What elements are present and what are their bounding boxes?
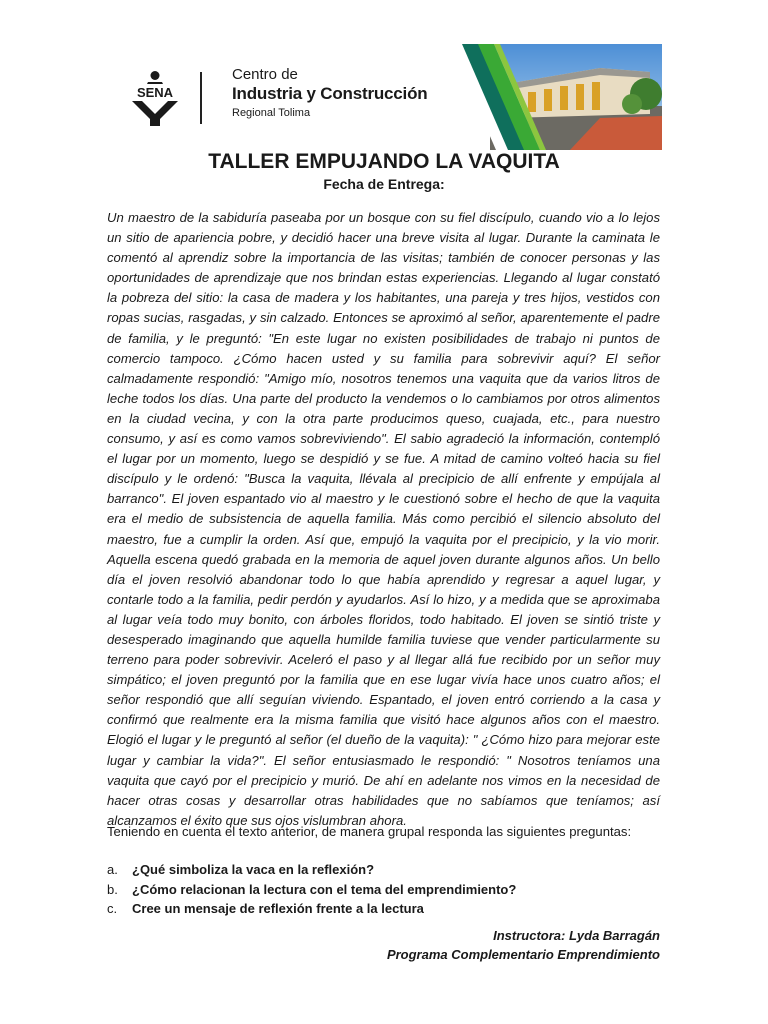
question-item [107, 860, 516, 880]
question-text: ¿Qué simboliza la vaca en la reflexión? [132, 862, 375, 877]
signature-block [387, 926, 660, 964]
question-item [107, 880, 516, 900]
question-text: ¿Cómo relacionan la lectura con el tema del emprendimiento? [132, 881, 517, 897]
instructor-name: Instructora: Lyda Barragán [493, 928, 660, 943]
header-divider [200, 72, 202, 124]
question-item [107, 899, 516, 919]
sena-logo-text: SENA [136, 85, 174, 100]
delivery-date-label: Fecha de Entrega: [323, 176, 445, 192]
document-header [0, 0, 768, 150]
question-text: Cree un mensaje de reflexión frente a la lectura [132, 901, 424, 916]
organization-name [232, 66, 427, 121]
building-photo [450, 44, 662, 150]
question-marker: b. [107, 881, 118, 897]
sena-logo [126, 70, 184, 126]
question-marker: a. [107, 862, 118, 877]
instructions-text: Teniendo en cuenta el texto anterior, de manera grupal responda las siguientes preguntas: [107, 824, 632, 839]
program-name: Programa Complementario Emprendimiento [386, 947, 660, 962]
page-title: TALLER EMPUJANDO LA VAQUITA [208, 150, 560, 173]
org-line-2: Industria y Construcción [232, 84, 428, 103]
questions-list [107, 860, 516, 919]
org-line-1: Centro de [232, 66, 298, 83]
question-marker: c. [107, 901, 118, 916]
org-line-3: Regional Tolima [232, 107, 311, 120]
story-text: Un maestro de la sabiduría paseaba por un bosque con su fiel discípulo, cuando vio a lo lejos un sitio de apariencia pobre, y decidió hacer una breve visita al lugar. Durante la caminata le comentó al aprendiz sobre la importancia de las visitas; también de conocer personas y las oportunidades de aprendizaje que nos brindan estas experiencias. Llegando al lugar constató la pobreza del sitio: la casa de madera y los habitantes, una pareja y tres hijos, vestidos con ropas sucias, rasgadas, y sin calzado. Entonces se aproximó al señor, aparentemente el padre de familia, y le preguntó: "En este lugar no existen posibilidades de trabajo ni puntos de comercio tampoco. ¿Cómo hacen usted y su familia para sobrevivir aquí? El señor calmadamente respondió: "Amigo mío, nosotros tenemos una vaquita que da varios litros de leche todos los días. Una parte del producto la vendemos o lo cambiamos por otros alimentos en la ciudad vecina, y con la otra parte producimos queso, cuajada, etc., para nuestro consumo, y así es como vamos sobreviviendo". El sabio agradeció la información, contempló el lugar por un momento, luego se despidió y se fue. A mitad de camino volteó hacia su fiel discípulo y le ordenó: "Busca la vaquita, llévala al precipicio de allí enfrente y empújala al barranco". El joven espantado vio al maestro y le cuestionó sobre el hecho de que la vaquita era el medio de subsistencia de aquella familia. Más como percibió el silencio absoluto del maestro, fue a cumplir la orden. Así que, empujó la vaquita por el precipicio, y la vio morir. Aquella escena quedó grabada en la memoria de aquel joven durante algunos años. Un bello día el joven resolvió abandonar todo lo que había aprendido y regresar a aquel lugar, y contarle todo a la familia, pedir perdón y ayudarlos. Así lo hizo, y a medida que se aproximaba al lugar veía todo muy bonito, con árboles floridos, todo habitado. El joven se sintió triste y desesperado imaginando que aquella humilde familia tuviese que vender particularmente su terreno para poder sobrevivir. Aceleró el paso y al llegar allá fue recibido por un señor muy simpático; el joven preguntó por la familia que en ese lugar vivía hace unos cuatro años; el señor respondió que allí seguían viviendo. Espantado, el joven entró corriendo a la casa y confirmó que realmente era la misma familia que visitó hace algunos años con el maestro. Elogió el lugar y le preguntó al señor (el dueño de la vaquita): " ¿Cómo hizo para mejorar este lugar y cambiar la vida?". El señor entusiasmado le respondió: " Nosotros teníamos una vaquita que cayó por el precipicio y murió. De ahí en adelante nos vimos en la necesidad de hacer otras cosas y desarrollar otras habilidades que no sabíamos que teníamos; así alcanzamos el éxito que sus ojos vislumbran ahora. [107, 210, 660, 828]
